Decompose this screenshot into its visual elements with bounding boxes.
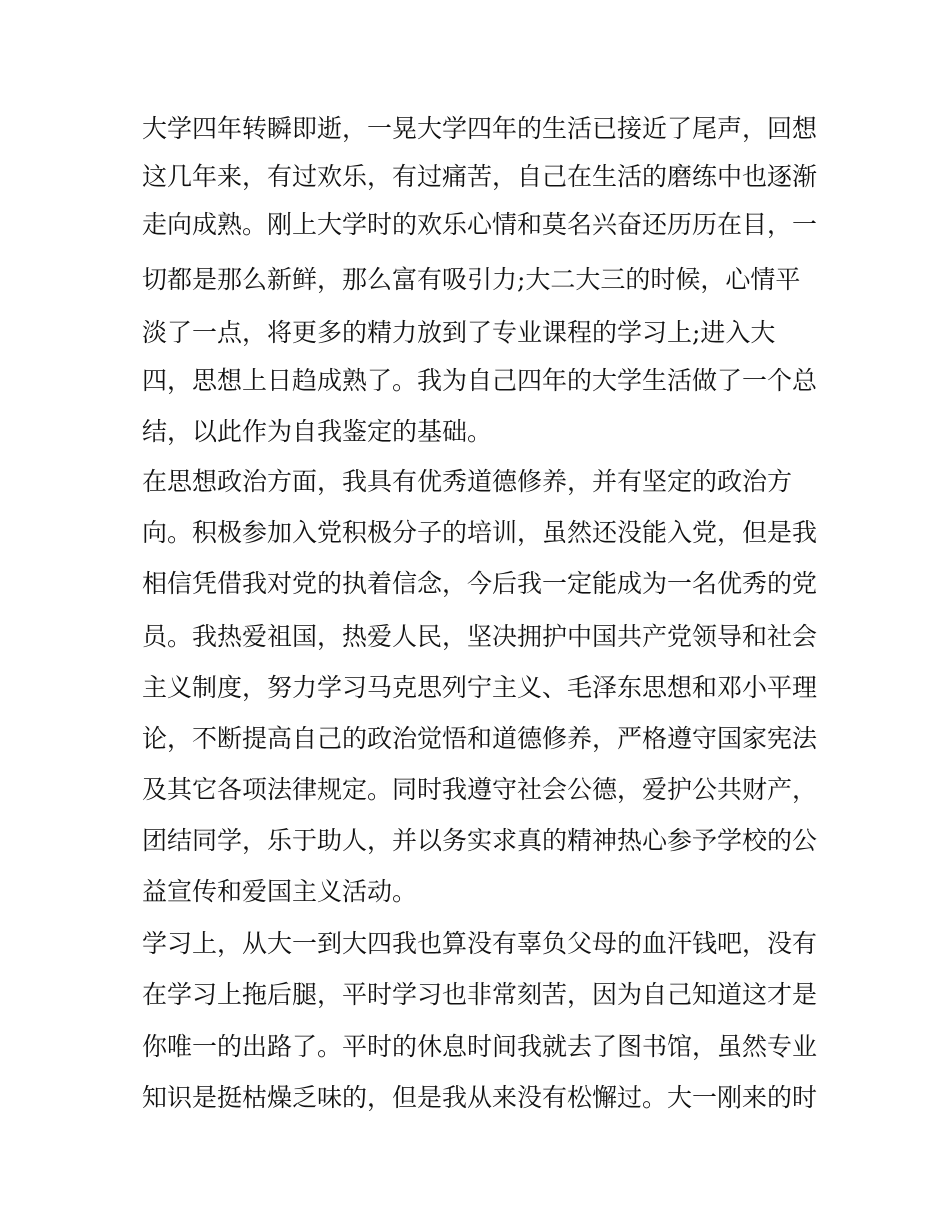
text-line: 益宣传和爱国主义活动。 — [142, 877, 418, 906]
text-line: 结，以此作为自我鉴定的基础。 — [142, 417, 493, 446]
text-line: 切都是那么新鲜，那么富有吸引力;大二大三的时候，心情平 — [142, 265, 801, 294]
text-line: 淡了一点，将更多的精力放到了专业课程的学习上;进入大 — [142, 318, 776, 347]
text-line: 这几年来，有过欢乐，有过痛苦，自己在生活的磨练中也逐渐 — [142, 162, 818, 191]
text-line: 走向成熟。刚上大学时的欢乐心情和莫名兴奋还历历在目，一 — [142, 210, 818, 239]
text-line: 在思想政治方面，我具有优秀道德修养，并有坚定的政治方 — [142, 467, 793, 496]
text-line: 四，思想上日趋成熟了。我为自己四年的大学生活做了一个总 — [142, 366, 818, 395]
text-line: 员。我热爱祖国，热爱人民，坚决拥护中国共产党领导和社会 — [142, 622, 818, 651]
text-line: 你唯一的出路了。平时的休息时间我就去了图书馆，虽然专业 — [142, 1032, 818, 1061]
text-line: 大学四年转瞬即逝，一晃大学四年的生活已接近了尾声，回想 — [142, 114, 818, 143]
text-line: 主义制度，努力学习马克思列宁主义、毛泽东思想和邓小平理 — [142, 673, 818, 702]
text-line: 知识是挺枯燥乏味的，但是我从来没有松懈过。大一刚来的时 — [142, 1083, 818, 1112]
text-line: 及其它各项法律规定。同时我遵守社会公德，爱护公共财产， — [142, 775, 818, 804]
text-line: 在学习上拖后腿，平时学习也非常刻苦，因为自己知道这才是 — [142, 980, 818, 1009]
text-line: 论，不断提高自己的政治觉悟和道德修养，严格遵守国家宪法 — [142, 724, 818, 753]
text-line: 向。积极参加入党积极分子的培训，虽然还没能入党，但是我 — [142, 518, 818, 547]
text-line: 学习上，从大一到大四我也算没有辜负父母的血汗钱吧，没有 — [142, 929, 818, 958]
text-line: 团结同学，乐于助人，并以务实求真的精神热心参予学校的公 — [142, 826, 818, 855]
text-line: 相信凭借我对党的执着信念，今后我一定能成为一名优秀的党 — [142, 569, 818, 598]
